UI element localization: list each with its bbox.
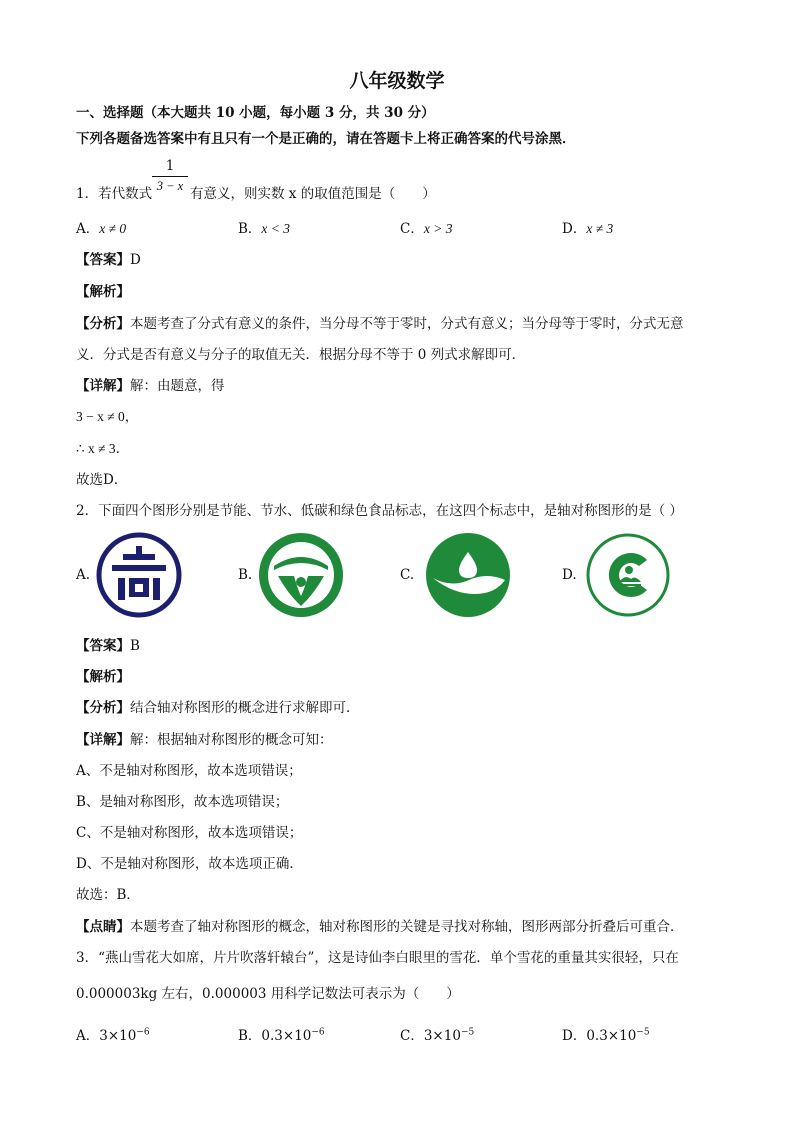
q2-line-c: C、不是轴对称图形，故本选项错误；: [76, 825, 303, 841]
q1-conclusion: 故选D．: [76, 472, 128, 488]
q1-option-d: D．x ≠ 3: [562, 221, 614, 237]
q2-line-b: B、是轴对称图形，故本选项错误；: [76, 794, 289, 810]
green-food-logo-icon: [258, 532, 344, 618]
q2-detail: 【详解】解：根据轴对称图形的概念可知：: [76, 732, 333, 748]
q1-fenxi-line2: 义．分式是否有意义与分子的取值无关．根据分母不等于 0 列式求解即可．: [76, 347, 526, 363]
water-saving-logo-icon: [425, 532, 511, 618]
q3-option-d: D．$0.3\times 10^{-5}$: [562, 1027, 650, 1044]
q1-option-a: A．x ≠ 0: [76, 221, 127, 237]
q1-frac-bar: [152, 176, 188, 177]
q2-line-a: A、不是轴对称图形，故本选项错误；: [76, 763, 302, 779]
q1-detail: 【详解】解：由题意，得: [76, 378, 225, 394]
q1-answer: 【答案】D: [76, 252, 141, 268]
q2-comment: 【点睛】本题考查了轴对称图形的概念，轴对称图形的关键是寻找对称轴，图形两部分折叠后可重合．: [76, 919, 684, 935]
q1-analysis-tag: 【解析】: [76, 284, 130, 300]
q2-fenxi: 【分析】结合轴对称图形的概念进行求解即可．: [76, 700, 360, 716]
q1-stem: [76, 182, 152, 202]
q3-option-a: A．$3\times 10^{-6}$: [76, 1027, 150, 1044]
q3-stem-line2: 0.000003kg 左右，0.000003 用科学记数法可表示为（ ）: [76, 986, 460, 1002]
energy-saving-logo-icon: [96, 532, 182, 618]
page-title: 八年级数学: [349, 70, 445, 92]
q1-frac-numerator: 1: [165, 158, 175, 174]
q2-analysis-tag: 【解析】: [76, 669, 130, 685]
section-heading: 一、选择题（本大题共 10 小题，每小题 3 分，共 30 分）: [76, 105, 435, 121]
q1-suffix: 有意义，则实数 x 的取值范围是（ ）: [190, 186, 436, 202]
q3-stem-line1: 3．“燕山雪花大如席，片片吹落轩辕台”，这是诗仙李白眼里的雪花．单个雪花的重量其实很轻，只在: [76, 950, 679, 966]
q2-option-d-label: D.: [562, 567, 577, 583]
q1-frac-denominator: 3 − x: [156, 179, 184, 193]
section-instruction: 下列各题备选答案中有且只有一个是正确的，请在答题卡上将正确答案的代号涂黑．: [76, 131, 576, 147]
q1-fraction: [152, 158, 188, 193]
q1-option-b: B．x < 3: [238, 221, 291, 237]
q2-option-b-label: B.: [238, 567, 253, 583]
q1-step2: ∴ x ≠ 3．: [76, 441, 130, 456]
q3-option-c: C．$3\times 10^{-5}$: [400, 1027, 475, 1044]
q3-option-b: B．$0.3\times 10^{-6}$: [238, 1027, 325, 1044]
q2-option-c-label: C.: [400, 567, 415, 583]
q1-option-c: C．x > 3: [400, 221, 453, 237]
q2-line-d: D、不是轴对称图形，故本选项正确．: [76, 856, 303, 872]
q2-conclusion: 故选：B．: [76, 887, 140, 903]
q2-option-a-label: A.: [76, 567, 91, 583]
q1-fenxi-line1: 【分析】本题考查了分式有意义的条件，当分母不等于零时，分式有意义；当分母等于零时，分式无意: [76, 316, 684, 332]
q1-step1: 3 − x ≠ 0，: [76, 409, 139, 424]
q1-prefix: 1．若代数式: [76, 186, 153, 202]
q2-answer: 【答案】B: [76, 638, 140, 654]
q2-stem: 2．下面四个图形分别是节能、节水、低碳和绿色食品标志，在这四个标志中，是轴对称图形的是（ ）: [76, 503, 683, 519]
low-carbon-logo-icon: [585, 532, 671, 618]
